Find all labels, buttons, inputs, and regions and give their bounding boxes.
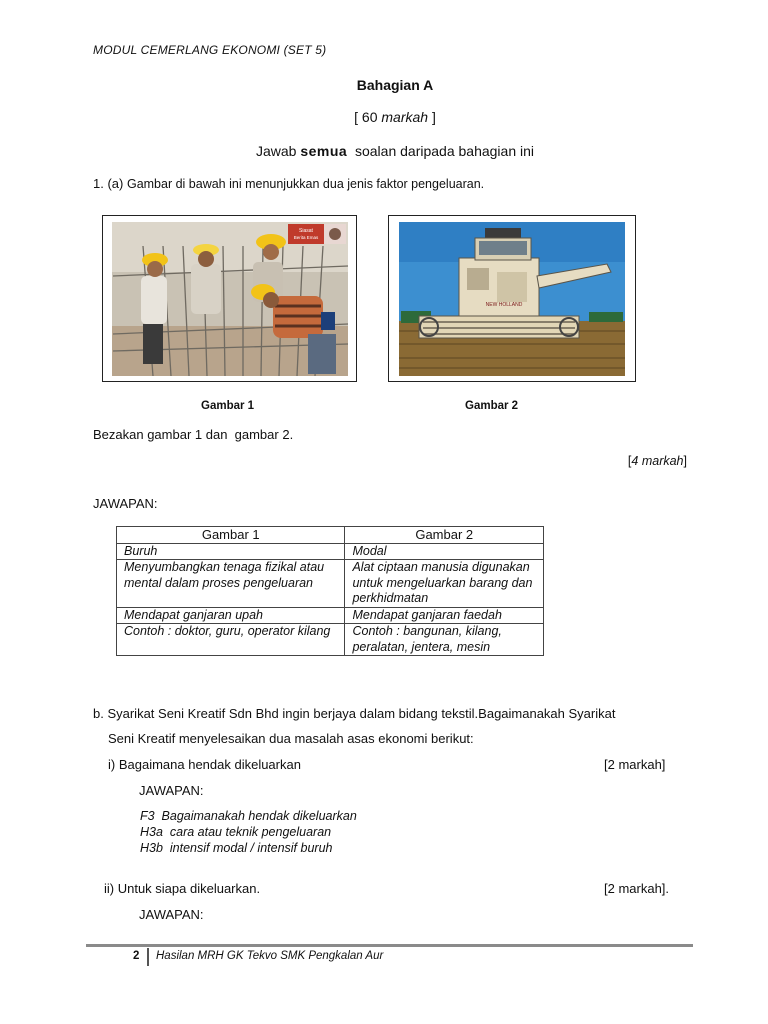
question-1b-i: i) Bagaimana hendak dikeluarkan	[108, 757, 301, 772]
answer-label-1b-ii: JAWAPAN:	[139, 907, 204, 922]
footer-text: Hasilan MRH GK Tekvo SMK Pengkalan Aur	[156, 950, 384, 962]
table-cell: Menyumbangkan tenaga fizikal atau mental dalam proses pengeluaran	[117, 560, 345, 608]
footer-divider	[86, 944, 693, 947]
answer-line: H3b intensif modal / intensif buruh	[140, 841, 333, 855]
image-gambar-2	[388, 215, 636, 382]
table-header-gambar-2: Gambar 2	[345, 527, 544, 544]
table-row	[117, 560, 544, 608]
table-cell: Alat ciptaan manusia digunakan untuk mengeluarkan barang dan perkhidmatan	[345, 560, 544, 608]
table-header-gambar-1: Gambar 1	[117, 527, 345, 544]
brand-label: NEW HOLLAND	[485, 302, 523, 308]
workers-photo	[103, 216, 356, 381]
question-1b-ii: ii) Untuk siapa dikeluarkan.	[104, 881, 261, 896]
badge-text: Siasat	[299, 228, 313, 234]
table-cell: Contoh : bangunan, kilang, peralatan, jentera, mesin	[345, 624, 544, 656]
question-1b-line1: b. Syarikat Seni Kreatif Sdn Bhd ingin berjaya dalam bidang tekstil.Bagaimanakah Syarikat	[93, 706, 616, 721]
table-cell: Mendapat ganjaran faedah	[345, 607, 544, 624]
running-header: MODUL CEMERLANG EKONOMI (SET 5)	[93, 43, 327, 57]
table-row	[117, 543, 544, 560]
table-cell: Mendapat ganjaran upah	[117, 607, 345, 624]
caption-gambar-1: Gambar 1	[201, 400, 255, 412]
table-cell: Modal	[345, 543, 544, 560]
harvester-photo	[389, 216, 635, 381]
instruction: Jawab semua soalan daripada bahagian ini	[255, 143, 535, 159]
section-title: Bahagian A	[356, 77, 434, 93]
answer-label-1: JAWAPAN:	[93, 496, 158, 511]
table-cell: Buruh	[117, 543, 345, 560]
badge-subtext: Berita Emas	[293, 235, 319, 240]
table-row	[117, 607, 544, 624]
page-number: 2	[133, 950, 140, 962]
question-1b-line2: Seni Kreatif menyelesaikan dua masalah asas ekonomi berikut:	[108, 731, 474, 746]
answer-label-1b-i: JAWAPAN:	[139, 783, 204, 798]
answer-table	[116, 526, 544, 656]
table-cell: Contoh : doktor, guru, operator kilang	[117, 624, 345, 656]
answer-line: F3 Bagaimanakah hendak dikeluarkan	[140, 809, 357, 823]
question-1a: 1. (a) Gambar di bawah ini menunjukkan dua jenis faktor pengeluaran.	[93, 176, 485, 191]
footer-separator	[147, 948, 149, 966]
question-1a-task: Bezakan gambar 1 dan gambar 2.	[93, 427, 294, 442]
total-marks: [ 60 markah ]	[354, 109, 436, 125]
question-1b-i-marks: [2 markah]	[604, 757, 666, 772]
answer-line: H3a cara atau teknik pengeluaran	[140, 825, 332, 839]
image-gambar-1	[102, 215, 357, 382]
table-row	[117, 624, 544, 656]
caption-gambar-2: Gambar 2	[465, 400, 519, 412]
question-1b-ii-marks: [2 markah].	[604, 881, 670, 896]
question-1a-marks: [4 markah]	[627, 454, 687, 468]
table-header-row	[117, 527, 544, 544]
